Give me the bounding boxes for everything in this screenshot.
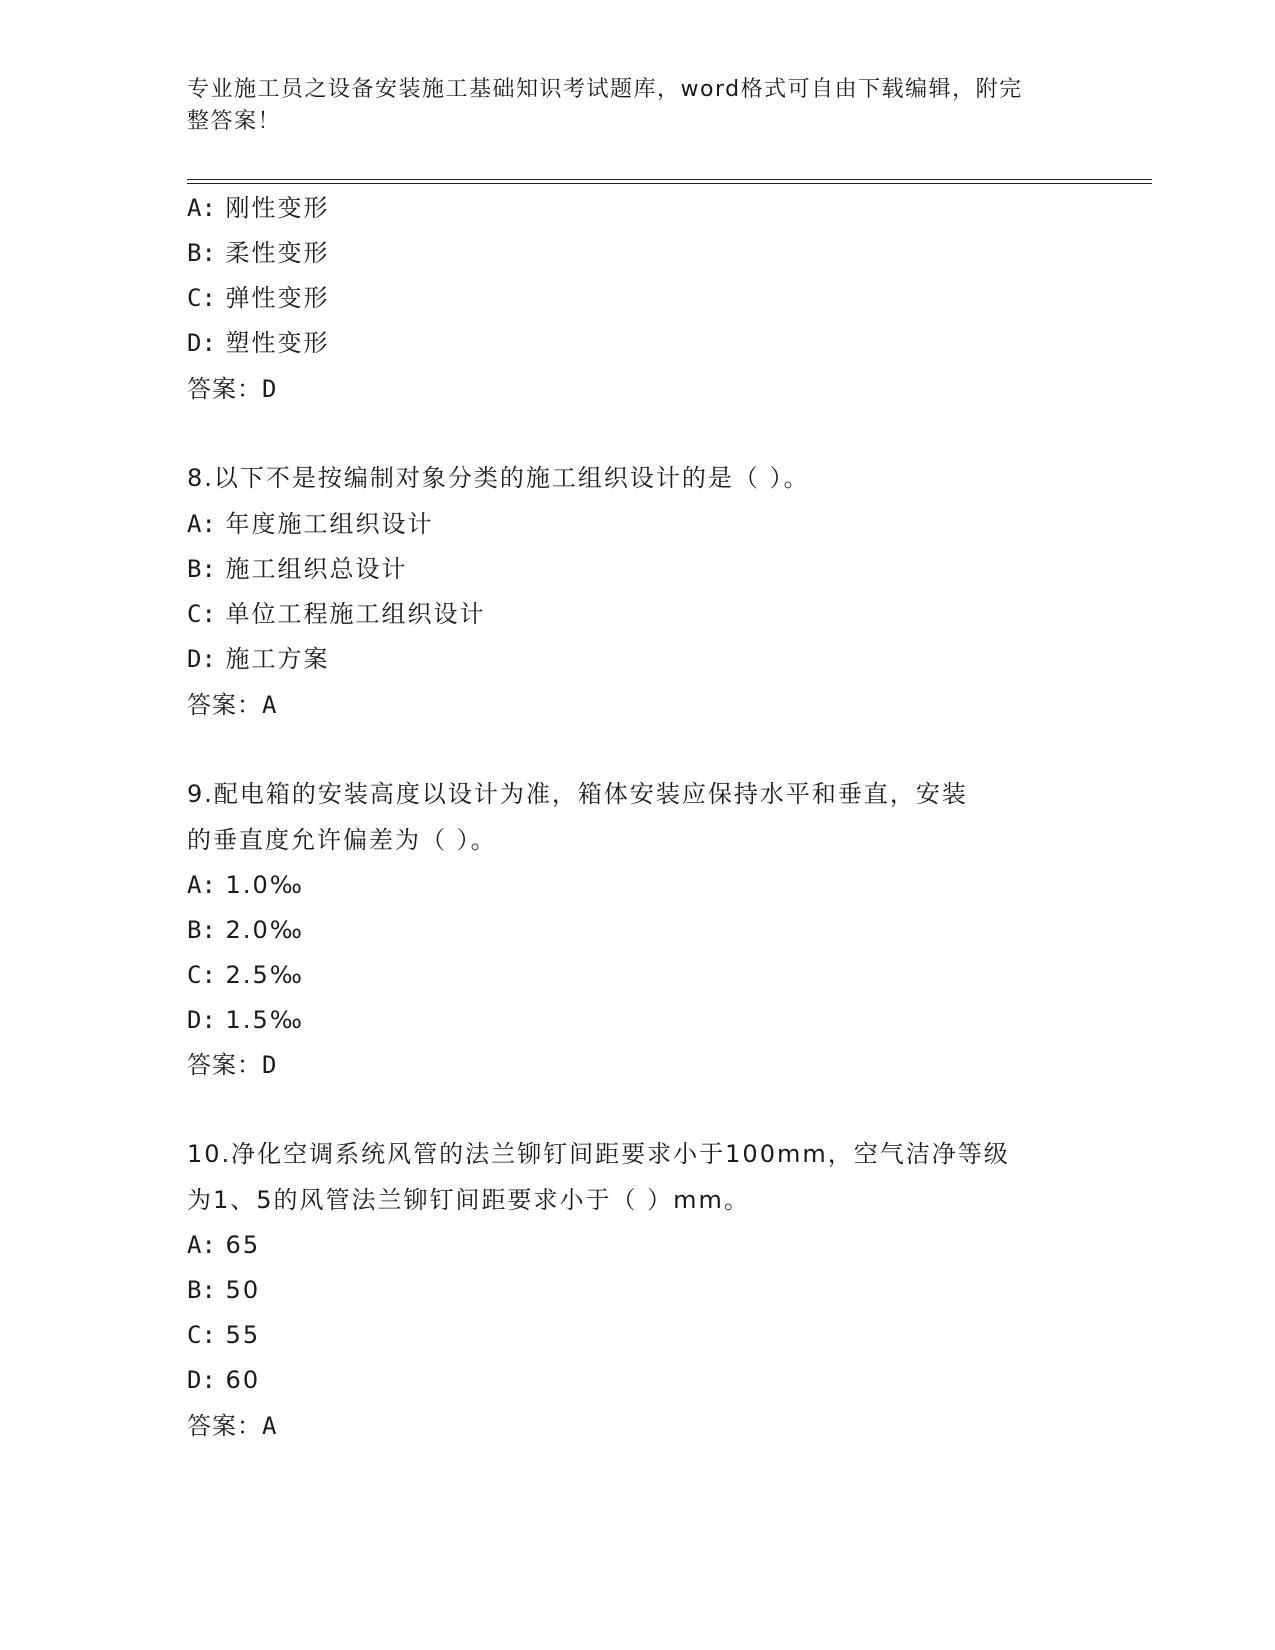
- option-text: 弹性变形: [225, 284, 330, 312]
- option-text: 施工组织总设计: [225, 555, 408, 583]
- option-text: 2.5‰: [225, 961, 304, 989]
- option-label: B:: [187, 916, 216, 944]
- option-label: A:: [187, 871, 216, 899]
- q10-option-b: [187, 1275, 260, 1305]
- option-text: 塑性变形: [225, 329, 330, 357]
- option-label: B:: [187, 555, 216, 583]
- option-label: A:: [187, 1231, 216, 1259]
- option-text: 刚性变形: [225, 194, 330, 222]
- q7-option-b: [187, 238, 330, 268]
- q8-question: 8.以下不是按编制对象分类的施工组织设计的是（ ）。: [187, 464, 810, 492]
- option-label: C:: [187, 1321, 216, 1349]
- option-label: D:: [187, 1366, 216, 1394]
- answer-label: 答案：: [187, 1412, 262, 1440]
- option-text: 年度施工组织设计: [225, 510, 434, 538]
- q9-question-line-1: 9.配电箱的安装高度以设计为准，箱体安装应保持水平和垂直，安装: [187, 780, 968, 808]
- option-label: D:: [187, 1006, 216, 1034]
- q8-option-c: [187, 599, 486, 629]
- option-text: 柔性变形: [225, 239, 330, 267]
- q10-question-line-2: 为1、5的风管法兰铆钉间距要求小于（ ）mm。: [187, 1186, 750, 1214]
- answer-label: 答案：: [187, 1051, 262, 1079]
- q10-question-line-1: 10.净化空调系统风管的法兰铆钉间距要求小于100mm，空气洁净等级: [187, 1140, 1010, 1168]
- q9-option-c: [187, 960, 304, 990]
- option-text: 单位工程施工组织设计: [225, 600, 486, 628]
- q9-option-d: [187, 1005, 304, 1035]
- option-label: A:: [187, 194, 216, 222]
- option-text: 65: [225, 1231, 261, 1259]
- q8-option-a: [187, 509, 434, 539]
- q10-option-c: [187, 1320, 260, 1350]
- q9-answer: [187, 1050, 277, 1080]
- option-label: D:: [187, 645, 216, 673]
- option-text: 施工方案: [225, 645, 330, 673]
- option-label: C:: [187, 961, 216, 989]
- q10-option-a: [187, 1230, 260, 1260]
- q8-answer: [187, 690, 277, 720]
- document-header: [187, 74, 1067, 138]
- q7-option-d: [187, 328, 330, 358]
- option-label: A:: [187, 510, 216, 538]
- q10-answer: [187, 1411, 277, 1441]
- answer-value: A: [262, 1412, 278, 1440]
- header-divider-bottom: [187, 183, 1152, 184]
- option-label: B:: [187, 1276, 216, 1304]
- option-text: 1.5‰: [225, 1006, 304, 1034]
- option-label: C:: [187, 600, 216, 628]
- q7-option-c: [187, 283, 330, 313]
- header-line-2: 整答案！: [187, 109, 282, 134]
- option-label: D:: [187, 329, 216, 357]
- answer-label: 答案：: [187, 375, 262, 403]
- option-label: C:: [187, 284, 216, 312]
- header-line-1: 专业施工员之设备安装施工基础知识考试题库，word格式可自由下载编辑，附完: [187, 77, 1023, 102]
- q7-option-a: [187, 193, 330, 223]
- answer-label: 答案：: [187, 691, 262, 719]
- header-divider-top: [187, 179, 1152, 180]
- option-text: 1.0‰: [225, 871, 304, 899]
- option-text: 50: [225, 1276, 261, 1304]
- option-label: B:: [187, 239, 216, 267]
- option-text: 55: [225, 1321, 261, 1349]
- q8-option-d: [187, 644, 330, 674]
- q7-answer: [187, 374, 277, 404]
- q10-option-d: [187, 1365, 260, 1395]
- answer-value: A: [262, 691, 278, 719]
- q9-option-b: [187, 915, 304, 945]
- q9-option-a: [187, 870, 304, 900]
- answer-value: D: [262, 375, 278, 403]
- answer-value: D: [262, 1051, 278, 1079]
- option-text: 60: [225, 1366, 261, 1394]
- q8-option-b: [187, 554, 408, 584]
- q9-question-line-2: 的垂直度允许偏差为（ ）。: [187, 826, 497, 854]
- option-text: 2.0‰: [225, 916, 304, 944]
